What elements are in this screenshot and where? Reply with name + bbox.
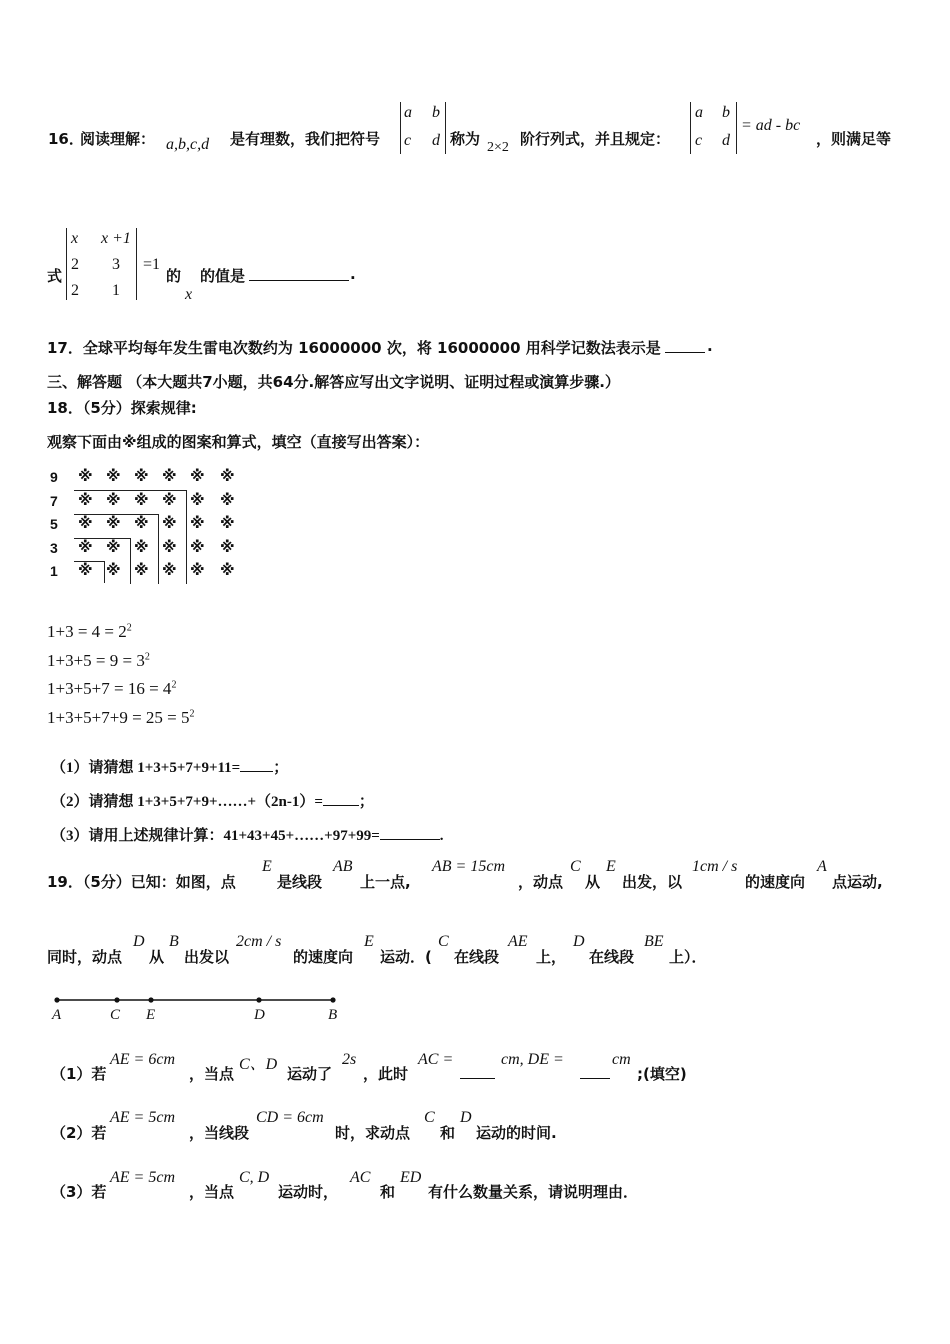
pattern-symbol: ※ [220,561,235,579]
q19-p3-ED: ED [400,1169,422,1186]
q16-lead: 阅读理解： [80,130,156,148]
q19-l1-c: 上一点, [360,873,411,891]
rule-d: d [722,132,730,149]
pattern-symbol: ※ [220,537,235,556]
q19-l1-a: 19．（5分）已知：如图，点 [47,873,236,891]
q17-end: . [707,337,713,355]
q18-part-1-end: ； [273,760,289,776]
q16-x: x [185,286,193,303]
q19-l1-h: 点运动, [832,873,883,891]
q19-l2-h: 在线段 [589,948,635,966]
q16-text-4: ，则满足等 [816,130,892,148]
q19-l1-b: 是线段 [277,873,323,891]
rule-c: c [695,132,703,149]
q19-p1-blank-DE[interactable] [580,1064,610,1079]
pattern-symbol: ※ [190,467,205,485]
q19-p1-b: ，当点 [189,1065,235,1083]
q19-l1-AB: AB [333,858,353,875]
q18-intro: 观察下面由※组成的图案和算式，填空（直接写出答案）： [47,433,430,451]
q19-l2-d: 的速度向 [293,948,354,966]
q19-p2-c: 时，求动点 [335,1124,411,1142]
q16-vars: a,b,c,d [166,136,210,153]
equation-3-lhs: 1+3+5+7 = 16 = 4 [47,679,172,698]
det-a: a [404,104,412,121]
equation-3-exp: 2 [171,679,177,691]
q19-p2-C: C [424,1109,435,1126]
q19-l2-E: E [364,933,374,950]
q19-p1-unit: cm [612,1051,631,1068]
q19-l1-g: 的速度向 [745,873,806,891]
q19-p3-c: 运动时， [278,1183,339,1201]
point-A-dot [54,997,59,1002]
q19-p1-AC: AC = [418,1051,454,1068]
pattern-symbol: ※ [106,561,121,579]
q19-p3-e: 有什么数量关系，请说明理由． [428,1183,639,1201]
q17-text: 17．全球平均每年发生雷电次数约为 16000000 次，将 16000000 用科学记数法表示是 [47,339,661,357]
rule-expression: = ad - bc [741,117,801,134]
q19-p2-D: D [460,1109,472,1126]
row-label: 5 [50,516,58,532]
q18-part-3-text: （3）请用上述规律计算：41+43+45+……+97+99= [51,828,380,844]
q19-l2-c: 出发以 [184,948,230,966]
q16-text-1: 是有理数，我们把符号 [230,130,381,148]
q19-l1-C: C [570,858,581,875]
q19-l2-b: 从 [149,948,165,966]
q16-number: 16． [48,130,84,148]
pattern-symbol: ※ [190,561,205,579]
q19-p1-cond: AE = 6cm [110,1051,175,1068]
eqdet-2a: 2 [71,256,79,273]
q16-text-3: 阶行列式，并且规定： [520,130,671,148]
q19-l2-g: 上， [536,948,567,966]
rule-b: b [722,104,730,121]
q16-end: . [350,265,356,283]
pattern-symbol: ※ [78,561,93,579]
q19-l2-B: B [169,933,179,950]
q19-l2-BE: BE [644,933,664,950]
pattern-symbol: ※ [106,537,121,556]
q19-l1-E2: E [606,858,616,875]
q19-p1-e: ;(填空) [637,1065,687,1083]
q19-l1-speed: 1cm / s [692,858,738,875]
q19-l2-f: 在线段 [454,948,500,966]
q19-p2-cond: AE = 5cm [110,1109,175,1126]
q18-title: 18．（5分）探索规律: [47,399,197,417]
eqdet-3: 3 [112,256,120,273]
pattern-symbol: ※ [162,514,177,532]
pattern-symbol: ※ [78,537,93,556]
pattern-symbol: ※ [106,514,121,532]
row-label: 9 [50,469,58,485]
q19-l2-speed: 2cm / s [236,933,282,950]
q19-l1-f: 出发，以 [622,873,683,891]
q19-l1-E: E [262,858,272,875]
q19-p3-cond: AE = 5cm [110,1169,175,1186]
pattern-symbol: ※ [134,490,149,509]
q18-part-2-end: ； [358,794,374,810]
eqdet-x-plus-1: x +1 [101,230,131,247]
q19-l2-a: 同时，动点 [47,948,123,966]
q19-p2-e: 运动的时间. [476,1124,557,1142]
q19-l2-D: D [133,933,145,950]
q19-l1-A: A [817,858,827,875]
q19-p1-unit-DE: cm, DE = [501,1051,564,1068]
pattern-symbol: ※ [134,467,149,485]
equation-2-lhs: 1+3+5 = 9 = 3 [47,651,145,670]
rule-a: a [695,104,703,121]
q19-l1-AB-value: AB = 15cm [432,858,505,875]
q16-tail: 的值是 [200,267,246,285]
det-c: c [404,132,412,149]
equation-4-lhs: 1+3+5+7+9 = 25 = 5 [47,708,190,727]
pattern-symbol: ※ [78,490,93,509]
equation-1-lhs: 1+3 = 4 = 2 [47,622,127,641]
q19-p3-a: （3）若 [51,1183,107,1201]
equation-4-exp: 2 [189,708,195,720]
point-E-dot [148,997,153,1002]
q16-of: 的 [166,267,182,285]
pattern-symbol: ※ [162,561,177,579]
q19-p2-d: 和 [440,1124,456,1142]
q18-part-2-text: （2）请猜想 1+3+5+7+9+……+（2n-1）= [51,794,323,810]
q19-p1-d: ，此时 [363,1065,409,1083]
pattern-symbol: ※ [134,561,149,579]
point-label-D: D [254,1007,265,1023]
q19-p1-a: （1）若 [51,1065,107,1083]
pattern-symbol: ※ [106,467,121,485]
pattern-symbol: ※ [162,467,177,485]
pattern-symbol: ※ [190,537,205,556]
eqdet-equals-1: =1 [143,256,161,273]
q19-p3-b: ，当点 [189,1183,235,1201]
pattern-symbol: ※ [220,514,235,532]
point-D-dot [256,997,261,1002]
eqdet-1: 1 [112,282,120,299]
section-3-heading: 三、解答题 （本大题共7小题，共64分.解答应写出文字说明、证明过程或演算步骤.） [47,373,620,391]
pattern-symbol: ※ [78,467,93,485]
pattern-symbol: ※ [220,467,235,485]
pattern-symbol: ※ [162,490,177,509]
q16-text-2: 称为 [450,130,481,148]
pattern-symbol: ※ [162,537,177,556]
q19-p2-CD: CD = 6cm [256,1109,324,1126]
pattern-symbol: ※ [134,514,149,532]
q19-p1-blank-AC[interactable] [460,1064,495,1079]
eqdet-x: x [71,230,79,247]
q19-l2-D2: D [573,933,585,950]
q18-part-3-end: . [439,828,444,844]
q16-line2-prefix: 式 [47,267,63,285]
q19-p1-c: 运动了 [287,1065,333,1083]
q19-l1-d: ，动点 [518,873,564,891]
q19-l2-i: 上）． [669,948,707,966]
point-label-C: C [110,1007,121,1023]
q19-l2-e: 运动．( [380,948,432,966]
q19-p3-AC: AC [350,1169,371,1186]
q19-p2-a: （2）若 [51,1124,107,1142]
pattern-symbol: ※ [134,537,149,556]
q19-p1-time: 2s [342,1051,357,1068]
q19-p2-b: ，当线段 [189,1124,250,1142]
point-label-A: A [52,1007,62,1023]
point-C-dot [114,997,119,1002]
det-d: d [432,132,440,149]
pattern-symbol: ※ [106,490,121,509]
point-label-B: B [328,1007,338,1023]
equation-1-exp: 2 [126,622,132,634]
equation-2-exp: 2 [144,651,150,663]
q19-p1-CD: C、D [239,1056,278,1073]
point-label-E: E [146,1007,156,1023]
eqdet-2b: 2 [71,282,79,299]
row-label: 7 [50,492,58,509]
pattern-symbol: ※ [190,514,205,532]
pattern-symbol: ※ [220,490,235,509]
q19-l1-e: 从 [585,873,601,891]
q19-l2-AE: AE [508,933,528,950]
pattern-symbol: ※ [78,514,93,532]
row-label: 1 [50,563,58,579]
point-B-dot [330,997,335,1002]
q16-order: 2×2 [487,140,509,155]
det-b: b [432,104,440,121]
q19-p3-d: 和 [380,1183,396,1201]
row-label: 3 [50,539,58,556]
q19-l2-C: C [438,933,449,950]
pattern-symbol: ※ [190,490,205,509]
q19-p3-CD: C, D [239,1169,270,1186]
q18-part-1-text: （1）请猜想 1+3+5+7+9+11= [51,760,241,776]
